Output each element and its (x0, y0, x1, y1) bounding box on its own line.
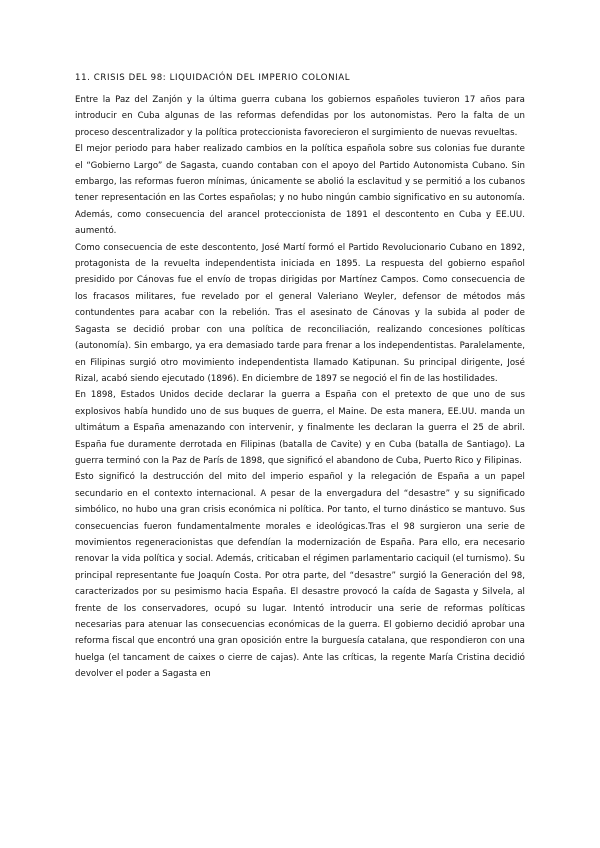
section-heading: 11. CRISIS DEL 98: LIQUIDACIÓN DEL IMPERIO COLONIAL (75, 73, 351, 83)
paragraph-consecuencias: Esto significó la destrucción del mito del imperio español y la relegación de España a un papel secundario en el contexto internacional. A pesar de la envergadura del “desastre” y su significado simbólico, no hubo una gran crisis económica ni política. Por tanto, el turno dinástico se mantuvo. Sus consecuencias fueron fundamentalmente morales e ideológicas.Tras el 98 surgieron una serie de movimientos regeneracionistas que defendían la modernización de España. Para ello, era necesario renovar la vida política y social. Además, criticaban el régimen parlamentario caciquil (el turnismo). Su principal representante fue Joaquín Costa. Por otra parte, del “desastre” surgió la Generación del 98, caracterizados por su pesimismo hacia España. El desastre provocó la caída de Sagasta y Silvela, al frente de los conservadores, ocupó su lugar. Intentó introducir una serie de reformas políticas necesarias para atenuar las consecuencias económicas de la guerra. El gobierno decidió aprobar una reforma fiscal que encontró una gran oposición entre la burguesía catalana, que respondieron con una huelga (el tancament de caixes o cierre de cajas). Ante las críticas, la regente María Cristina decidió devolver el poder a Sagasta en (75, 472, 525, 680)
paragraph-guerra-1898: En 1898, Estados Unidos decide declarar la guerra a España con el pretexto de que uno de sus explosivos había hundido uno de sus buques de guerra, el Maine. De esta manera, EE.UU. manda un ultimátum a España amenazando con intervenir, y finalmente les declaran la guerra el 25 de abril. España fue duramente derrotada en Filipinas (batalla de Cavite) y en Cuba (batalla de Santiago). La guerra terminó con la Paz de París de 1898, que significó el abandono de Cuba, Puerto Rico y Filipinas. (75, 390, 525, 466)
paragraph-gobierno-largo: El mejor periodo para haber realizado cambios en la política española sobre sus colonias fue durante el “Gobierno Largo” de Sagasta, cuando contaban con el apoyo del Partido Autonomista Cubano. Sin embargo, las reformas fueron mínimas, únicamente se abolió la esclavitud y se permitió a los cubanos tener representación en las Cortes españolas; y no hubo ningún cambio significativo en su autonomía. Además, como consecuencia del arancel proteccionista de 1891 el descontento en Cuba y EE.UU. aumentó. (75, 144, 525, 237)
paragraph-jose-marti: Como consecuencia de este descontento, José Martí formó el Partido Revolucionario Cubano en 1892, protagonista de la revuelta independentista iniciada en 1895. La respuesta del gobierno español presidido por Cánovas fue el envío de tropas dirigidas por Martínez Campos. Como consecuencia de los fracasos militares, fue revelado por el general Valeriano Weyler, defensor de métodos más contundentes para acabar con la rebelión. Tras el asesinato de Cánovas y la subida al poder de Sagasta se decidió probar con una política de reconciliación, realizando concesiones políticas (autonomía). Sin embargo, ya era demasiado tarde para frenar a los independentistas. Paralelamente, en Filipinas surgió otro movimiento independentista llamado Katipunan. Su principal dirigente, José Rizal, acabó siendo ejecutado (1896). En diciembre de 1897 se negoció el fin de las hostilidades. (75, 242, 525, 384)
document-page (75, 70, 525, 683)
paragraph-paz-zanjon: Entre la Paz del Zanjón y la última guerra cubana los gobiernos españoles tuvieron 17 años para introducir en Cuba algunas de las reformas defendidas por los autonomistas. Pero la falta de un proceso descentralizador y la política proteccionista favorecieron el surgimiento de nuevas revueltas. (75, 95, 525, 138)
